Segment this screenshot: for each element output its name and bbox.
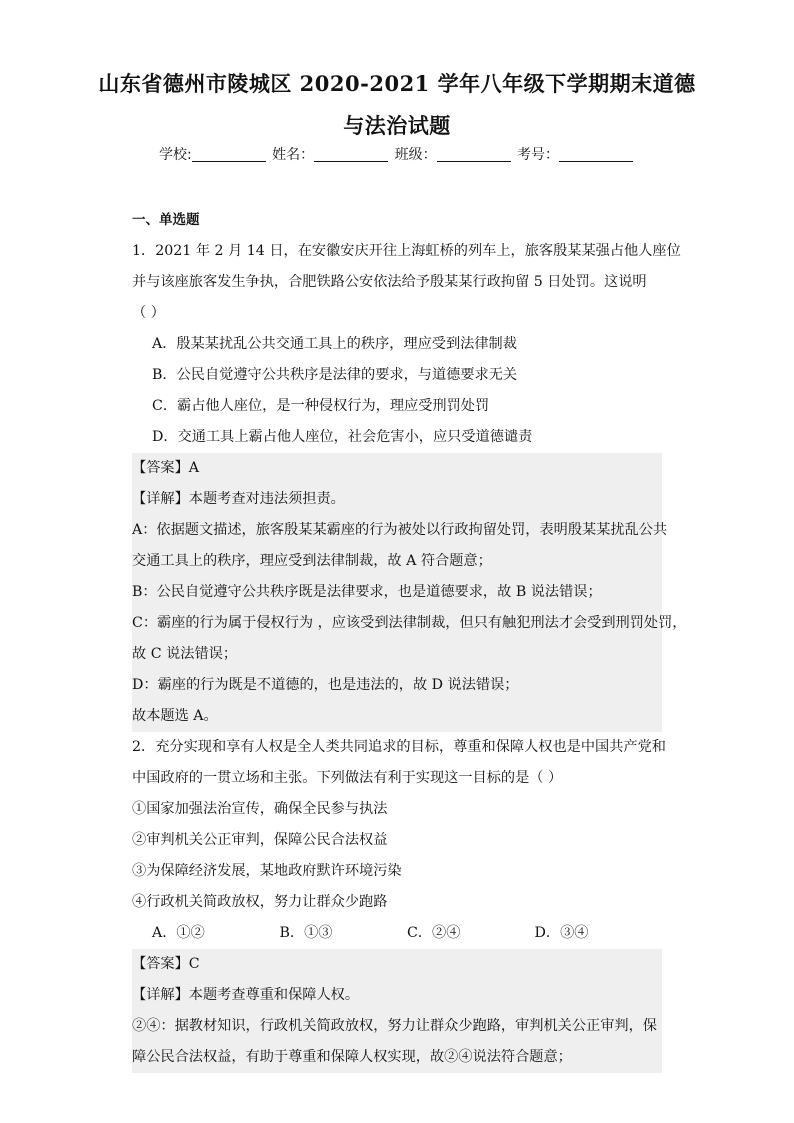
statement-item: ①国家加强法治宣传，确保全民参与执法 bbox=[132, 801, 388, 817]
detail-line: 故 C 说法错误； bbox=[132, 646, 238, 662]
statement-item: ③为保障经济发展，某地政府默许环境污染 bbox=[132, 863, 402, 879]
choice-a: A．①② bbox=[152, 925, 205, 941]
choice-c: C．②④ bbox=[407, 925, 461, 941]
number-blank bbox=[559, 147, 633, 162]
class-blank bbox=[437, 147, 511, 162]
option-c: C．霸占他人座位，是一种侵权行为，理应受刑罚处罚 bbox=[152, 398, 490, 414]
question-stem-line: 中国政府的一贯立场和主张。下列做法有利于实现这一目标的是（ ） bbox=[132, 770, 563, 786]
detail-line: 【详解】本题考查尊重和保障人权。 bbox=[132, 987, 360, 1003]
question-1 bbox=[132, 236, 687, 732]
choice-row bbox=[132, 918, 662, 949]
question-stem-line: （ ） bbox=[132, 305, 165, 321]
name-blank bbox=[314, 147, 388, 162]
school-label: 学校: bbox=[158, 147, 192, 163]
answer-line: 【答案】C bbox=[132, 956, 200, 972]
section-title: 一、单选题 bbox=[132, 212, 200, 228]
name-label: 姓名： bbox=[272, 147, 315, 163]
statement-item: ②审判机关公正审判，保障公民合法权益 bbox=[132, 832, 388, 848]
option-b: B．公民自觉遵守公共秩序是法律的要求，与道德要求无关 bbox=[152, 367, 518, 383]
question-2 bbox=[132, 732, 666, 1073]
class-label: 班级： bbox=[394, 147, 437, 163]
student-info-line bbox=[0, 144, 794, 164]
exam-content bbox=[132, 205, 687, 1073]
detail-line: ②④：据教材知识，行政机关简政放权，努力让群众少跑路，审判机关公正审判，保 bbox=[132, 1018, 657, 1034]
statement-item: ④行政机关简政放权，努力让群众少跑路 bbox=[132, 894, 388, 910]
detail-line: A：依据题文描述，旅客殷某某霸座的行为被处以行政拘留处罚，表明殷某某扰乱公共 bbox=[132, 522, 668, 538]
question-stem-line: 并与该座旅客发生争执，合肥铁路公安依法给予殷某某行政拘留 5 日处罚。这说明 bbox=[132, 274, 647, 290]
detail-line: D：霸座的行为既是不道德的，也是违法的，故 D 说法错误； bbox=[132, 677, 519, 693]
question-stem-line: 1．2021 年 2 月 14 日，在安徽安庆开往上海虹桥的列车上，旅客殷某某强占他人座位 bbox=[132, 243, 681, 259]
detail-line: 【详解】本题考查对违法须担责。 bbox=[132, 491, 345, 507]
detail-line: 故本题选 A。 bbox=[132, 708, 218, 724]
detail-line: B：公民自觉遵守公共秩序既是法律要求，也是道德要求，故 B 说法错误； bbox=[132, 584, 602, 600]
question-stem-line: 2．充分实现和享有人权是全人类共同追求的目标，尊重和保障人权也是中国共产党和 bbox=[132, 739, 666, 755]
number-label: 考号： bbox=[517, 147, 560, 163]
option-d: D．交通工具上霸占他人座位，社会危害小，应只受道德谴责 bbox=[152, 429, 533, 445]
page-title-line-2: 与法治试题 bbox=[343, 113, 451, 138]
detail-line: 障公民合法权益，有助于尊重和保障人权实现，故②④说法符合题意； bbox=[132, 1049, 572, 1065]
school-blank bbox=[192, 147, 266, 162]
option-a: A．殷某某扰乱公共交通工具上的秩序，理应受到法律制裁 bbox=[152, 336, 517, 352]
choice-b: B．①③ bbox=[279, 925, 333, 941]
answer-block bbox=[132, 453, 687, 732]
answer-line: 【答案】A bbox=[132, 460, 199, 476]
choice-d: D．③④ bbox=[534, 925, 589, 941]
answer-block bbox=[132, 949, 662, 1073]
detail-line: C：霸座的行为属于侵权行为 ，应该受到法律制裁，但只有触犯刑法才会受到刑罚处罚， bbox=[132, 615, 687, 631]
page-title-line-1: 山东省德州市陵城区 2020-2021 学年八年级下学期期末道德 bbox=[98, 71, 696, 96]
detail-line: 交通工具上的秩序，理应受到法律制裁，故 A 符合题意； bbox=[132, 553, 492, 569]
